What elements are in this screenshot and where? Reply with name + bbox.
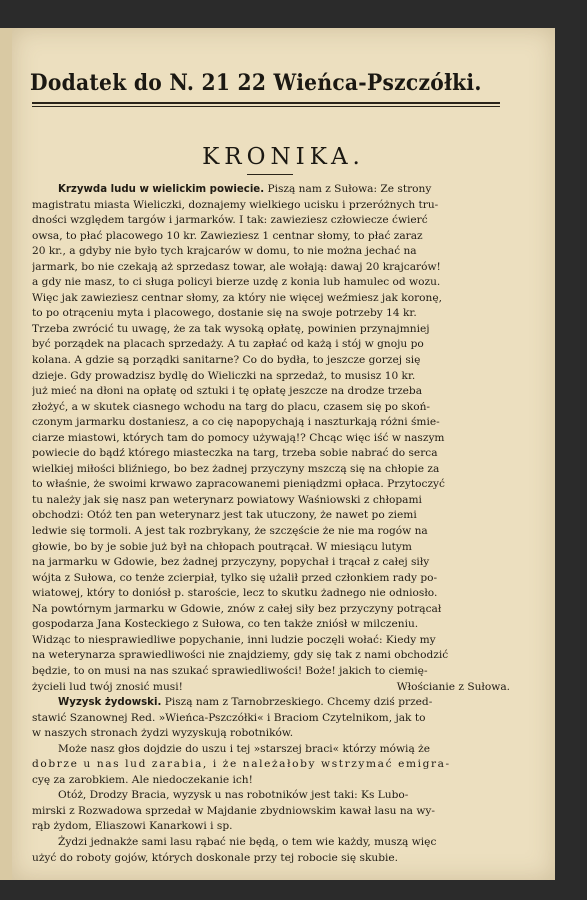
- article-line: ciarze miastowi, których tam do pomocy używają!? Chcąc więc iść w naszym: [32, 431, 445, 444]
- article-line: rąb żydom, Eliaszowi Kanarkowi i sp.: [32, 820, 233, 833]
- article-line: kolana. A gdzie są porządki sanitarne? Co do bydła, to jeszcze gorzej się: [32, 354, 421, 367]
- article-line: magistratu miasta Wieliczki, doznajemy wielkiego ucisku i przeróżnych tru-: [32, 198, 439, 211]
- article-line: w naszych stronach żydzi wyzyskują robotników.: [32, 727, 294, 740]
- article-line: złożyć, a w skutek ciasnego wchodu na targ do placu, czasem się po skoń-: [32, 400, 430, 413]
- article-heading: Krzywda ludu w wielickim powiecie.: [58, 184, 265, 195]
- article-line: obchodzi: Otóż ten pan weterynarz jest tak utuczony, że nawet po ziemi: [32, 509, 417, 522]
- article-line: czonym jarmarku dostaniesz, a co cię napopychają i naszturkają różni śmie-: [32, 416, 440, 429]
- article-line: dobrze u nas lud zarabia, i że należałoby wstrzymać emigra-: [32, 758, 451, 771]
- article-line: gospodarza Jana Kosteckiego z Sułowa, co ten także zniósł w milczeniu.: [32, 618, 419, 631]
- section-title: KRONIKA.: [202, 144, 365, 170]
- article-line: a gdy nie masz, to ci sługa policyi bierze uzdę z konia lub hamulec od wozu.: [32, 276, 441, 289]
- article-line: Żydzi jednakże sami lasu rąbać nie będą, o tem wie każdy, muszą więc: [58, 835, 437, 848]
- article-line: tu należy jak się nasz pan weterynarz powiatowy Waśniowski z chłopami: [32, 493, 422, 506]
- article-line: Krzywda ludu w wielickim powiecie. Piszą nam z Sułowa: Ze strony: [58, 183, 432, 195]
- article-line: Może nasz głos dojdzie do uszu i tej »starszej braci« którzy mówią że: [58, 742, 430, 755]
- article-signature: Włościanie z Sułowa.: [396, 680, 510, 693]
- header-rule-thin: [32, 106, 500, 107]
- newspaper-page: [12, 28, 555, 880]
- article-line: jarmark, bo nie czekają aż sprzedasz towar, ale wołają: dawaj 20 krajcarów!: [32, 260, 441, 273]
- article-line: stawić Szanownej Red. »Wieńca-Pszczółki« i Braciom Czytelnikom, jak to: [32, 711, 426, 724]
- article-line: na jarmarku w Gdowie, bez żadnej przyczyny, popychał i trącał z całej siły: [32, 556, 430, 569]
- article-line: już mieć na dłoni na opłatę od sztuki i tę opłatę jeszcze na drodze trzeba: [32, 385, 423, 398]
- article-line: to właśnie, że swoimi krwawo zapracowanemi pieniądzmi opłaca. Przytoczyć: [32, 478, 445, 491]
- article-line-with-signature: życieli lud twój znosić musi! Włościanie z Sułowa.: [32, 680, 512, 696]
- article-heading: Wyzysk żydowski.: [58, 697, 162, 709]
- article-line: Więc jak zawieziesz centnar słomy, za który nie więcej weźmiesz jak koronę,: [32, 291, 443, 304]
- article-line: Widząc to niesprawiedliwe popychanie, inni ludzie poczęli wołać: Kiedy my: [32, 633, 436, 646]
- article-line: Wyzysk żydowski. Piszą nam z Tarnobrzeskiego. Chcemy dziś przed-: [58, 696, 433, 709]
- article-line: użyć do roboty gojów, których doskonale przy tej robocie się skubie.: [32, 851, 399, 864]
- article-line: dności względem targów i jarmarków. I tak: zawieziesz człowiecze ćwierć: [32, 214, 428, 227]
- article-line: to po otrąceniu myta i placowego, dostanie się na swoje potrzeby 14 kr.: [32, 307, 417, 320]
- article-line: powiecie do bądź którego miasteczka na targ, trzeba sobie nabrać do serca: [32, 447, 438, 460]
- article-line: dzieje. Gdy prowadzisz bydlę do Wieliczki na sprzedaż, to musisz 10 kr.: [32, 369, 416, 382]
- article-line: cyę za zarobkiem. Ale niedoczekanie ich!: [32, 773, 253, 786]
- article-line: być porządek na placach sprzedaży. A tu zapłać od każą i stój w gnoju po: [32, 338, 424, 351]
- article-line: wiatowej, który to doniósł p. staroście, lecz to skutku żadnego nie odniosło.: [32, 587, 438, 600]
- article-line: Na powtórnym jarmarku w Gdowie, znów z całej siły bez przyczyny potrącał: [32, 602, 442, 615]
- article-line: owsa, to płać placowego 10 kr. Zawieziesz 1 centnar słomy, to płać zaraz: [32, 229, 423, 242]
- supplement-header: Dodatek do N. 21 22 Wieńca-Pszczółki.: [30, 70, 482, 96]
- article-line: Trzeba zwrócić tu uwagę, że za tak wysoką opłatę, powinien przynajmniej: [32, 322, 430, 335]
- article-line: ledwie się tormoli. A jest tak rozbrykany, że szczęście że nie ma rogów na: [32, 525, 428, 538]
- article-line: na weterynarza sprawiedliwości nie znajdziemy, gdy się tak z nami obchodzić: [32, 649, 449, 662]
- article-line: wójta z Sułowa, co tenże zcierpiał, tylko się użalił przed członkiem rady po-: [32, 571, 438, 584]
- article-line: mirski z Rozwadowa sprzedał w Majdanie zbydniowskim kawał lasu na wy-: [32, 804, 435, 817]
- article-line: 20 kr., a gdyby nie było tych krajcarów w domu, to nie można jechać na: [32, 245, 417, 258]
- article-line: Otóż, Drodzy Bracia, wyzysk u nas robotników jest taki: Ks Lubo-: [58, 789, 409, 802]
- article-body: [32, 182, 512, 866]
- article-line: głowie, bo by je sobie już był na chłopach poutrącał. W miesiącu lutym: [32, 540, 412, 553]
- section-divider: [247, 174, 293, 175]
- article-line: wielkiej miłości bliźniego, bo bez żadnej przyczyny mszczą się na chłopie za: [32, 462, 440, 475]
- header-rule: [32, 102, 500, 104]
- article-line: będzie, to on musi na nas szukać sprawiedliwości! Boże! jakich to ciemię-: [32, 664, 428, 677]
